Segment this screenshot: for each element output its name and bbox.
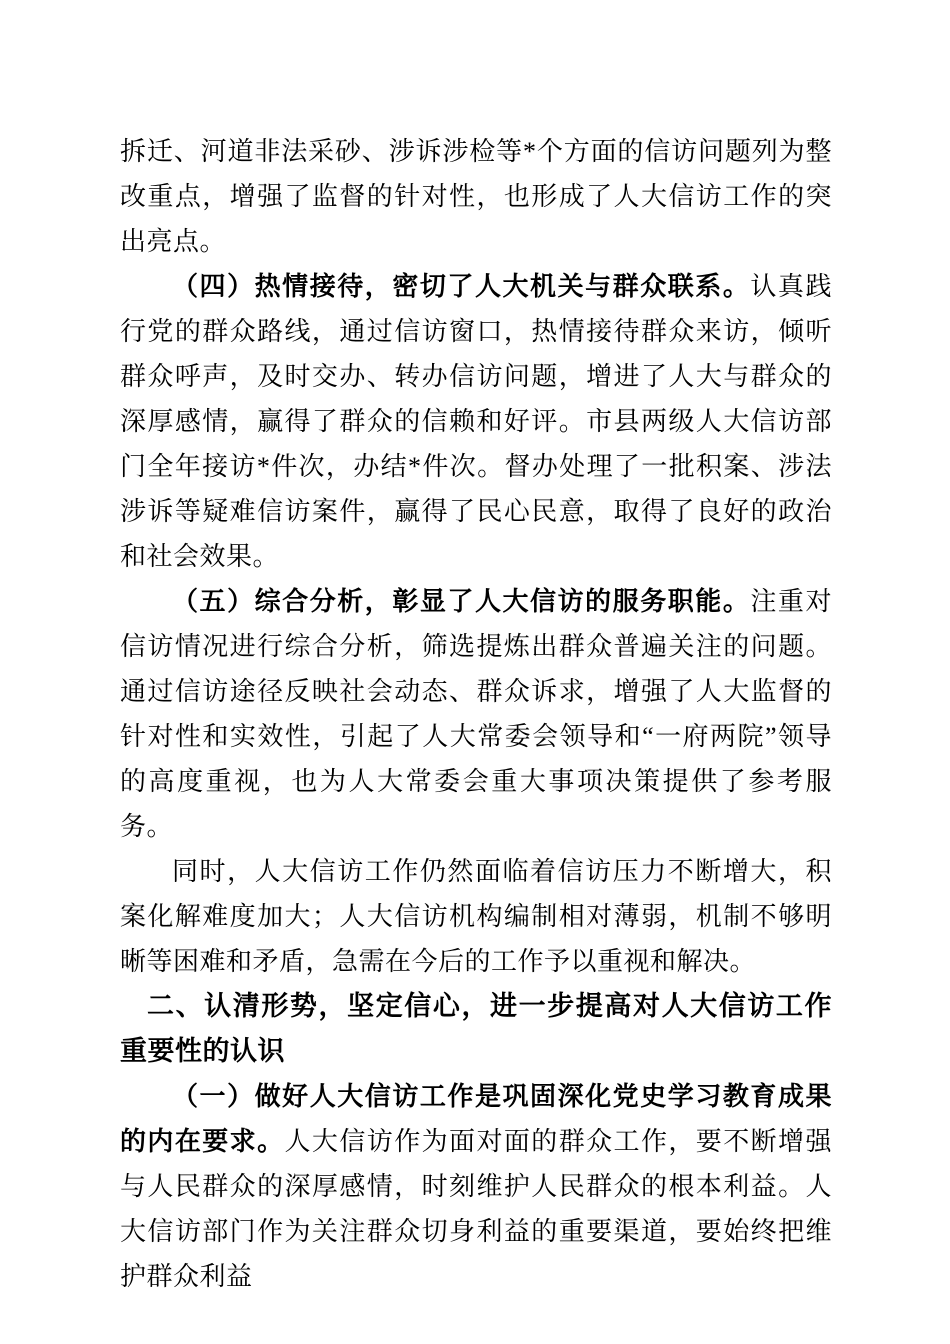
paragraph-item-1 [120,1074,832,1299]
section-heading: 二、认清形势，坚定信心，进一步提高对人大信访工作重要性的认识 [120,991,832,1066]
paragraph-lead: （四）热情接待，密切了人大机关与群众联系。 [172,272,751,301]
paragraph-lead: （一）做好人大信访工作是巩固深化党史学习教育成果的内在要求。 [120,1082,832,1156]
paragraph-item-4 [120,264,832,579]
paragraph-lead: （五）综合分析，彰显了人大信访的服务职能。 [172,587,751,616]
paragraph-text: 认真践行党的群众路线，通过信访窗口，热情接待群众来访，倾听群众呼声，及时交办、转办信访问题，增进了人大与群众的深厚感情，赢得了群众的信赖和好评。市县两级人大信访部门全年接访*件次，办结*件次。督办处理了一批积案、涉法涉诉等疑难信访案件，赢得了民心民意，取得了良好的政治和社会效果。 [120,272,832,571]
paragraph-continuation [120,129,832,264]
paragraph-text: 人大信访作为面对面的群众工作，要不断增强与人民群众的深厚感情，时刻维护人民群众的根本利益。人大信访部门作为关注群众切身利益的重要渠道，要始终把维护群众利益 [120,1127,832,1291]
paragraph-item-5 [120,579,832,849]
paragraph-text: 同时，人大信访工作仍然面临着信访压力不断增大，积案化解难度加大；人大信访机构编制相对薄弱，机制不够明晰等困难和矛盾，急需在今后的工作予以重视和解决。 [120,857,832,976]
paragraph-text: 拆迁、河道非法采砂、涉诉涉检等*个方面的信访问题列为整改重点，增强了监督的针对性，也形成了人大信访工作的突出亮点。 [120,137,832,256]
paragraph-meanwhile [120,849,832,984]
paragraph-text: 注重对信访情况进行综合分析，筛选提炼出群众普遍关注的问题。通过信访途径反映社会动态、群众诉求，增强了人大监督的针对性和实效性，引起了人大常委会领导和“一府两院”领导的高度重视，也为人大常委会重大事项决策提供了参考服务。 [120,587,832,841]
